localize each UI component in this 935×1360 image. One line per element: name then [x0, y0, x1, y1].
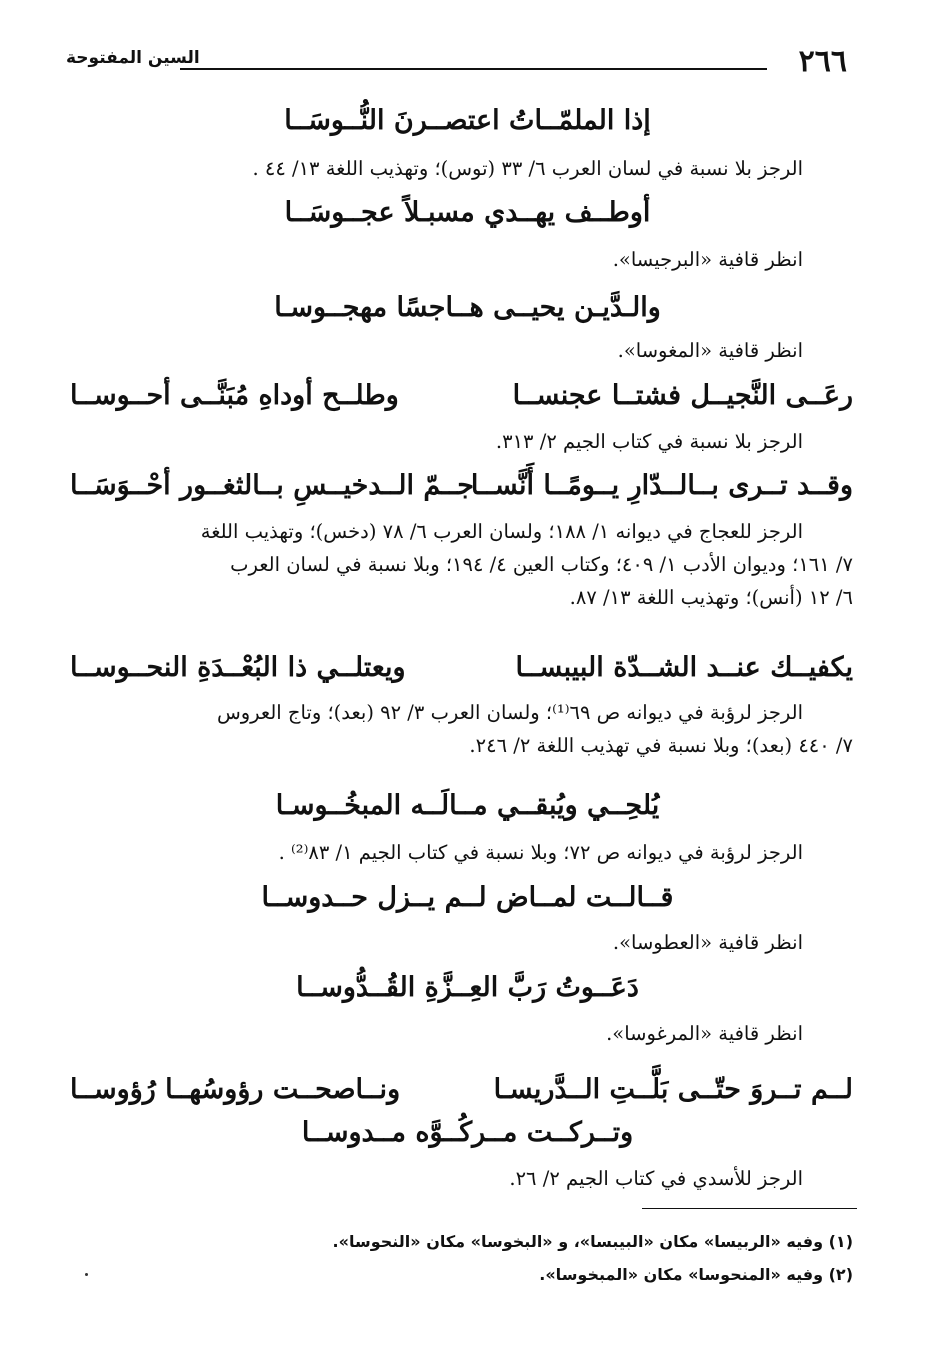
note-line: الرجز للعجاج في ديوانه ١/ ١٨٨؛ ولسان العرب ٦/ ٧٨ (دخس)؛ وتهذيب اللغة [200, 520, 803, 543]
verse-hemistich-left: ونــاصحــت رؤوسُهــا رُؤوســا [70, 1074, 401, 1105]
header-rule [180, 68, 767, 70]
verse-couplet [70, 1074, 853, 1114]
footnote-rule [642, 1208, 857, 1209]
page-number: ٢٦٦ [798, 44, 847, 79]
scan-speck [85, 1273, 88, 1276]
verse-line: قــالــت لمــاض لــم يــزل حــدوســا [261, 882, 674, 913]
running-title: السين المفتوحة [66, 48, 200, 68]
verse-hemistich-right: لــم تــروَ حتّــى بَلَّــتِ الــدَّريسـا [493, 1074, 853, 1105]
verse-couplet [70, 470, 853, 510]
verse-note: الرجز لرؤبة في ديوانه ص ٧٢؛ وبلا نسبة في كتاب الجيم ١/ ٨٣⁽²⁾ . [278, 841, 803, 864]
verse-line: دَعَــوتُ رَبَّ العِــزَّةِ القُــدُّوســا [296, 972, 639, 1003]
verse-note: انظر قافية «المرغوسا». [606, 1022, 803, 1045]
verse-line: أوطــف يهــدي مسبـلاً عجــوسَــا [284, 197, 651, 228]
verse-note [70, 515, 853, 614]
verse-note [70, 696, 853, 762]
footnote: (٢) وفيه «المنحوسا» مكان «المبخوسا». [539, 1265, 853, 1284]
verse-couplet [70, 380, 853, 420]
verse-note: انظر قافية «العطوسا». [612, 931, 803, 954]
verse-hemistich-left: جــمّ الــدخيــسِ بــالثغــور أحْــوَسَــا [70, 470, 474, 501]
note-line: ٦/ ١٢ (أنس)؛ وتهذيب اللغة ١٣/ ٨٧. [569, 586, 853, 609]
verse-line: يُلحِــي ويُبقــي مــالَــه المبخُــوسـا [275, 790, 660, 821]
verse-hemistich-left: وطلــح أوداهِ مُبَنَّــى أحــوســا [70, 380, 399, 411]
verse-line: وتــركــت مــركُــوَّه مــدوســا [301, 1117, 634, 1148]
verse-couplet [70, 652, 853, 692]
verse-note: انظر قافية «البرجيسا». [612, 248, 803, 271]
note-line: الرجز لرؤبة في ديوانه ص ٦٩⁽¹⁾؛ ولسان العرب ٣/ ٩٢ (بعد)؛ وتاج العروس [216, 701, 803, 724]
verse-hemistich-right: وقــد تــرى بــالــدّارِ يــومًــا أَنَّســا [470, 470, 853, 501]
verse-note: الرجز للأسدي في كتاب الجيم ٢/ ٢٦. [509, 1167, 803, 1190]
verse-line: والـدَّيـن يحيــى هــاجسًا مهجــوسـا [274, 292, 661, 323]
footnote: (١) وفيه «الربيسا» مكان «البيبسا»، و «البخوسا» مكان «النحوسا». [332, 1232, 853, 1251]
verse-line: إذا الملمّــاتُ اعتصــرنَ النُّــوسَــا [284, 105, 651, 136]
verse-note: الرجز بلا نسبة في كتاب الجيم ٢/ ٣١٣. [495, 430, 803, 453]
note-line: ٧/ ١٦١؛ وديوان الأدب ١/ ٤٠٩؛ وكتاب العين ٤/ ١٩٤؛ وبلا نسبة في لسان العرب [230, 553, 853, 576]
verse-note: انظر قافية «المغوسا». [617, 339, 803, 362]
verse-hemistich-right: يكفيــك عنــد الشــدّة البيبســا [515, 652, 853, 683]
verse-hemistich-right: رعَــى النَّجيــل فشتــا عجنســا [512, 380, 853, 411]
verse-note: الرجز بلا نسبة في لسان العرب ٦/ ٣٣ (توس)؛ وتهذيب اللغة ١٣/ ٤٤ . [252, 157, 803, 180]
verse-hemistich-left: ويعتلــي ذا البُعْــدَةِ النحــوســا [70, 652, 406, 683]
page-header [60, 40, 855, 80]
note-line: ٧/ ٤٤٠ (بعد)؛ وبلا نسبة في تهذيب اللغة ٢/ ٢٤٦. [469, 734, 853, 757]
